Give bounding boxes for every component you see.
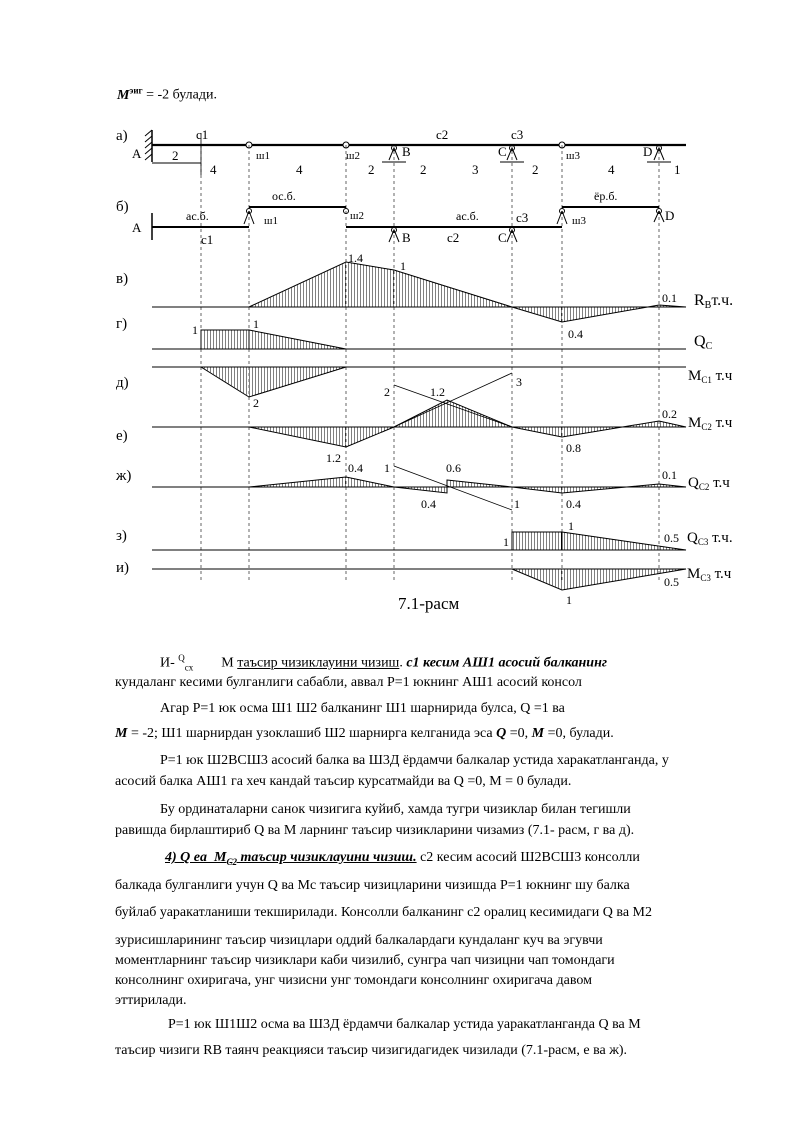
p2-line1: Агар P=1 юк осма Ш1 Ш2 балканинг Ш1 шарнирида булса, Q =1 ва	[160, 701, 565, 716]
hinge-sh2-label: ш2	[346, 150, 360, 162]
b-label-c3: c3	[516, 210, 529, 225]
qc2-val-1: 0.4	[348, 461, 363, 475]
dim-2: 4	[210, 162, 217, 177]
hinge-sh3-label: ш3	[566, 150, 580, 162]
support-a-label: A	[132, 146, 142, 161]
beam-label-1: ас.б.	[186, 209, 209, 223]
qc3-val-3: 0.5	[664, 531, 679, 545]
mc1-val-1: 2	[253, 396, 259, 410]
qc2-val-7: 0.4	[566, 497, 581, 511]
p4-line1: Бу ординаталарни санок чизигига куйиб, хамда тугри чизиклар билан тегишли	[160, 802, 631, 817]
p6-line2: таъсир чизиги RB таянч реакцияси таъсир чизигидагидек чизилади (7.1-расм, е ва ж).	[115, 1043, 628, 1058]
mc3-label: $M_{C3}$ т.ч	[687, 566, 732, 583]
p5-head2: таъсир чизиклауини чизиш.	[236, 850, 417, 865]
p1-q-sub: cx	[184, 662, 194, 673]
p5-line6: консолнинг охиригача, унг чизиcни унг томондаги консолнинг охиригача давом	[115, 973, 592, 988]
il-rb	[152, 251, 733, 341]
p2-t2: =0,	[506, 726, 532, 741]
p2-m2: M	[531, 726, 545, 741]
qc2-val-4: 0.4	[421, 497, 436, 511]
section-c3-label: c3	[511, 127, 524, 142]
m-superscript: эиг	[129, 85, 143, 95]
mc2-val-2: 1.2	[430, 385, 445, 399]
figure-caption: 7.1-расм	[398, 594, 460, 613]
b-label-sh3: ш3	[572, 215, 586, 227]
dim-5: 2	[420, 162, 427, 177]
rb-val-1: 1.4	[348, 251, 363, 265]
qc2-label: $Q_{C2}$ т.ч	[688, 475, 730, 492]
row-label-i: и)	[116, 560, 130, 576]
row-label-b: б)	[116, 199, 129, 215]
p1-m: М	[221, 655, 234, 671]
header-rest: = -2 булади.	[142, 87, 217, 103]
beam-label-3: ас.б.	[456, 209, 479, 223]
mc2-val-3: 3	[516, 375, 522, 389]
dim-3: 4	[296, 162, 303, 177]
b-label-sh1: ш1	[264, 215, 278, 227]
mc2-val-4: 1.2	[326, 451, 341, 465]
rb-val-4: 0.4	[568, 327, 583, 341]
qc2-val-5: 1	[514, 497, 520, 511]
support-b-label: B	[402, 144, 411, 159]
p2-line2	[115, 724, 614, 744]
mc3-val-2: 0.5	[664, 575, 679, 589]
qc2-val-2: 1	[384, 461, 390, 475]
dim-6: 3	[472, 162, 479, 177]
il-qc3	[152, 519, 733, 550]
mc1-label: $M_{C1}$ т.ч	[688, 368, 733, 385]
mc2-val-1: 2	[384, 385, 390, 399]
qc1-val-1: 1	[192, 323, 198, 337]
p1-prefix: И-	[160, 655, 175, 671]
b-label-c2: c2	[447, 230, 460, 245]
b-label-sh2: ш2	[350, 210, 364, 222]
qc3-val-1: 1	[503, 535, 509, 549]
rb-val-2: 1	[400, 259, 406, 273]
row-label-d: д)	[116, 375, 129, 391]
p5-rest: c2 кесим асосий Ш2ВСШ3 консолли	[416, 850, 640, 865]
support-c-label: C	[498, 144, 507, 159]
scheme-b	[132, 189, 674, 247]
row-label-e: е)	[116, 428, 128, 444]
b-label-c: C	[498, 230, 507, 245]
il-qc1	[152, 317, 713, 352]
p4-line2: равишда бирлаштириб Q ва М ларнинг таъсир чизикларини чизамиз (7.1- расм, г ва д).	[115, 823, 635, 838]
dim-1: 2	[172, 148, 179, 163]
qc3-val-2: 1	[568, 519, 574, 533]
p1-dot: .	[399, 655, 403, 671]
p1-underlined: таъсир чизиклауини чизиш	[237, 655, 400, 671]
dim-4: 2	[368, 162, 375, 177]
b-label-b: B	[402, 230, 411, 245]
p2-t1: = -2; Ш1 шарнирдан узоклашиб Ш2 шарнирга келганида эса	[127, 726, 497, 741]
p5-head-sub: C2	[226, 856, 237, 867]
p5-line4: зуриcишларининг таъсир чизицлари оддий балкалардаги кундаланг куч ва эгувчи	[115, 933, 603, 948]
p1-line2: кундаланг кесими булганлиги сабабли, аввал P=1 юкнинг АШ1 асосий консол	[115, 675, 582, 690]
qc3-label: $Q_{C3}$ т.ч.	[687, 530, 733, 547]
mc2-label: $M_{C2}$ т.ч	[688, 415, 733, 432]
p5-line5: моментларнинг таъсир чизиклари каби чизилиб, сунгра чап чизицни чап томондаги	[115, 953, 615, 968]
qc2-val-3: 0.6	[446, 461, 461, 475]
p5-line2: балкада булганлиги учун Q ва Mc таъсир чизицларини чизишда P=1 юкнинг шу балка	[115, 878, 630, 893]
scheme-a	[132, 127, 686, 177]
p5-line1	[165, 848, 640, 872]
p5-head: 4) Q ea_M	[165, 850, 227, 865]
p5-line7: эттирилади.	[115, 993, 187, 1008]
dim-8: 4	[608, 162, 615, 177]
mc2-val-5: 0.2	[662, 407, 677, 421]
hinge-sh1-label: ш1	[256, 150, 270, 162]
p1-q: Q	[178, 653, 185, 663]
row-label-v: в)	[116, 271, 129, 287]
p2-q: Q	[496, 726, 507, 741]
dim-9: 1	[674, 162, 681, 177]
p2-t3: =0, булади.	[544, 726, 614, 741]
p3-line1: P=1 юк Ш2ВСШ3 асосий балка ва Ш3Д ёрдамчи балкалар устида харакатланганда, у	[160, 753, 669, 768]
m-symbol: M	[117, 87, 130, 103]
p6-line1: P=1 юк Ш1Ш2 осма ва Ш3Д ёрдамчи балкалар устида уаракатланганда Q ва М	[168, 1017, 641, 1032]
b-label-a: A	[132, 220, 142, 235]
row-label-g: г)	[116, 316, 128, 332]
row-label-a: а)	[116, 128, 128, 144]
mc3-val-1: 1	[566, 593, 572, 607]
p1-bold: c1 кесим АШ1 асосий балканинг	[406, 655, 608, 671]
p2-m1: M	[115, 726, 128, 741]
p3-line2: асосий балка АШ1 га хеч кандай таъсир курсатмайди ва Q =0, М = 0 булади.	[115, 774, 572, 789]
row-label-zh: ж)	[116, 468, 132, 484]
section-c1-label: c1	[196, 127, 209, 142]
support-d-label: D	[643, 144, 653, 159]
mc2-val-6: 0.8	[566, 441, 581, 455]
section-c2-label: c2	[436, 127, 449, 142]
b-label-c1: c1	[201, 232, 214, 247]
p5-line3: буйлаб уаракатланиши текширилади. Консолли балканинг c2 оралиц кесимидаги Q ва M2	[115, 905, 652, 920]
qc2-val-6: 0.1	[662, 468, 677, 482]
rb-val-3: 0.1	[662, 291, 677, 305]
qc1-val-2: 1	[253, 317, 259, 331]
row-label-z: з)	[116, 528, 127, 544]
beam-label-4: ёр.б.	[594, 189, 618, 203]
b-label-d: D	[665, 208, 675, 223]
beam-label-2: ос.б.	[272, 189, 296, 203]
dim-7: 2	[532, 162, 539, 177]
rb-label: RBт.ч.	[694, 292, 734, 311]
qc-label: QC	[694, 333, 713, 352]
il-qc2	[152, 461, 730, 511]
